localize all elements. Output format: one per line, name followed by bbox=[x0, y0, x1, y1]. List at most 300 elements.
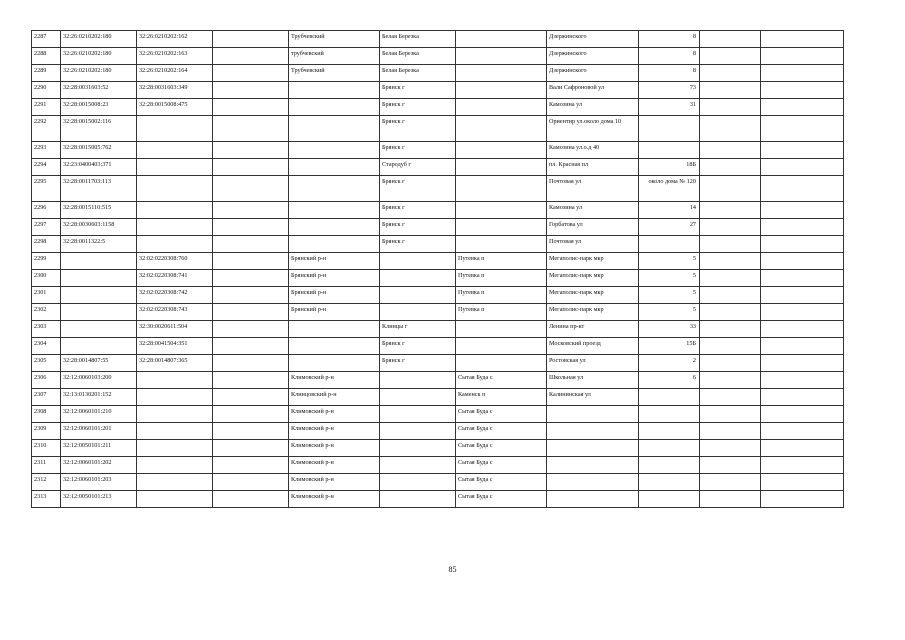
cell-c9 bbox=[700, 236, 761, 253]
cell-c7: Мегаполис-парк мкр bbox=[547, 270, 639, 287]
cell-c4: Клинцовский р-н bbox=[289, 389, 380, 406]
cell-c4: Климовский р-н bbox=[289, 474, 380, 491]
cell-c2 bbox=[137, 389, 213, 406]
cell-c5: Белая Березка bbox=[380, 65, 456, 82]
cell-c4: Брянский р-н bbox=[289, 304, 380, 321]
cell-c5: Брянск г bbox=[380, 219, 456, 236]
cell-c6: Сытая Буда с bbox=[456, 474, 547, 491]
cell-c6 bbox=[456, 142, 547, 159]
cell-c4: Климовский р-н bbox=[289, 457, 380, 474]
cell-c9 bbox=[700, 440, 761, 457]
cell-c7: Ленина пр-кт bbox=[547, 321, 639, 338]
cell-n: 2294 bbox=[32, 159, 61, 176]
cell-c9 bbox=[700, 304, 761, 321]
cell-c5: Брянск г bbox=[380, 142, 456, 159]
cell-c10 bbox=[761, 270, 844, 287]
cell-c1: 32:12:0050101:213 bbox=[61, 491, 137, 508]
cell-c6 bbox=[456, 321, 547, 338]
cell-c3 bbox=[213, 99, 289, 116]
table-row bbox=[32, 65, 844, 82]
cell-n: 2313 bbox=[32, 491, 61, 508]
cell-c7: Ориентир ул.около дома 10 bbox=[547, 116, 639, 142]
cell-c10 bbox=[761, 406, 844, 423]
cell-c10 bbox=[761, 99, 844, 116]
cell-c2 bbox=[137, 457, 213, 474]
cell-c9 bbox=[700, 338, 761, 355]
cell-c6 bbox=[456, 116, 547, 142]
cell-c4 bbox=[289, 321, 380, 338]
cell-c1: 32:23:0400403:371 bbox=[61, 159, 137, 176]
table-row bbox=[32, 159, 844, 176]
cell-c6 bbox=[456, 82, 547, 99]
cell-c1: 32:26:0210202:180 bbox=[61, 48, 137, 65]
table-row bbox=[32, 48, 844, 65]
cell-c4 bbox=[289, 355, 380, 372]
cell-c1: 32:28:0011322:5 bbox=[61, 236, 137, 253]
cell-c8 bbox=[639, 474, 700, 491]
document-page bbox=[31, 30, 843, 508]
cell-c6: Сытая Буда с bbox=[456, 406, 547, 423]
table-row bbox=[32, 321, 844, 338]
cell-n: 2304 bbox=[32, 338, 61, 355]
page-number: 85 bbox=[448, 565, 457, 574]
cell-c10 bbox=[761, 491, 844, 508]
cell-n: 2293 bbox=[32, 142, 61, 159]
table-row bbox=[32, 423, 844, 440]
cell-c9 bbox=[700, 65, 761, 82]
cell-c10 bbox=[761, 65, 844, 82]
cell-c4 bbox=[289, 82, 380, 99]
cell-c8: 8 bbox=[639, 48, 700, 65]
cell-c4: Климовский р-н bbox=[289, 491, 380, 508]
cell-c9 bbox=[700, 406, 761, 423]
cell-c9 bbox=[700, 202, 761, 219]
cell-c2: 32:02:0220308:760 bbox=[137, 253, 213, 270]
cell-c1: 32:28:0011703:113 bbox=[61, 176, 137, 202]
table-row bbox=[32, 31, 844, 48]
cell-c10 bbox=[761, 176, 844, 202]
cell-n: 2296 bbox=[32, 202, 61, 219]
cell-c10 bbox=[761, 321, 844, 338]
cell-c7 bbox=[547, 474, 639, 491]
cell-c7: Школьная ул bbox=[547, 372, 639, 389]
cell-c10 bbox=[761, 474, 844, 491]
cell-c7: Дзержинского bbox=[547, 31, 639, 48]
cell-c4 bbox=[289, 99, 380, 116]
cell-c9 bbox=[700, 355, 761, 372]
cell-c3 bbox=[213, 116, 289, 142]
cell-n: 2309 bbox=[32, 423, 61, 440]
cell-c6 bbox=[456, 48, 547, 65]
cell-c1: 32:28:0014807:55 bbox=[61, 355, 137, 372]
cell-c6 bbox=[456, 355, 547, 372]
cell-c2: 32:26:0210202:163 bbox=[137, 48, 213, 65]
cell-c3 bbox=[213, 304, 289, 321]
cell-c10 bbox=[761, 236, 844, 253]
cell-c4: трубчевский bbox=[289, 48, 380, 65]
cell-c3 bbox=[213, 202, 289, 219]
cell-c3 bbox=[213, 423, 289, 440]
cell-c4: Климовский р-н bbox=[289, 423, 380, 440]
cell-c1 bbox=[61, 304, 137, 321]
table-row bbox=[32, 389, 844, 406]
table-row bbox=[32, 82, 844, 99]
cell-c5 bbox=[380, 474, 456, 491]
cell-c9 bbox=[700, 142, 761, 159]
cell-c1: 32:13:0130201:152 bbox=[61, 389, 137, 406]
cell-c5: Стародуб г bbox=[380, 159, 456, 176]
table-row bbox=[32, 142, 844, 159]
cell-n: 2288 bbox=[32, 48, 61, 65]
cell-c1 bbox=[61, 338, 137, 355]
table-row bbox=[32, 338, 844, 355]
cell-c7 bbox=[547, 440, 639, 457]
cell-c8: 2 bbox=[639, 355, 700, 372]
cell-n: 2305 bbox=[32, 355, 61, 372]
cell-c8 bbox=[639, 423, 700, 440]
cell-c3 bbox=[213, 236, 289, 253]
table-row bbox=[32, 219, 844, 236]
cell-c7 bbox=[547, 423, 639, 440]
cell-c1: 32:28:0015110:515 bbox=[61, 202, 137, 219]
cell-c8 bbox=[639, 142, 700, 159]
cell-c6 bbox=[456, 65, 547, 82]
cell-c1: 32:28:0015008:23 bbox=[61, 99, 137, 116]
cell-c3 bbox=[213, 176, 289, 202]
cell-c2 bbox=[137, 491, 213, 508]
cell-c2: 32:28:0041504:351 bbox=[137, 338, 213, 355]
cell-c1: 32:12:0060103:200 bbox=[61, 372, 137, 389]
cell-c6 bbox=[456, 236, 547, 253]
cell-c6: Путевка п bbox=[456, 287, 547, 304]
table-row bbox=[32, 176, 844, 202]
cell-c1: 32:28:0030603:1158 bbox=[61, 219, 137, 236]
cell-c3 bbox=[213, 65, 289, 82]
cell-c2: 32:02:0220308:741 bbox=[137, 270, 213, 287]
cell-c3 bbox=[213, 82, 289, 99]
cell-c4: Брянский р-н bbox=[289, 253, 380, 270]
table-row bbox=[32, 372, 844, 389]
cell-c5: Клинцы г bbox=[380, 321, 456, 338]
cell-n: 2303 bbox=[32, 321, 61, 338]
table-row bbox=[32, 270, 844, 287]
cell-c10 bbox=[761, 423, 844, 440]
cell-c7: Московский проезд bbox=[547, 338, 639, 355]
cell-c7: пл. Красная пл bbox=[547, 159, 639, 176]
cell-c10 bbox=[761, 253, 844, 270]
cell-c6: Путевка п bbox=[456, 253, 547, 270]
cell-c3 bbox=[213, 48, 289, 65]
cell-c9 bbox=[700, 253, 761, 270]
cell-c9 bbox=[700, 99, 761, 116]
cell-c2: 32:26:0210202:164 bbox=[137, 65, 213, 82]
cell-c1: 32:12:0060101:202 bbox=[61, 457, 137, 474]
cell-n: 2311 bbox=[32, 457, 61, 474]
cell-c3 bbox=[213, 474, 289, 491]
cell-c1: 32:28:0031603:52 bbox=[61, 82, 137, 99]
cell-c5 bbox=[380, 304, 456, 321]
cell-c5 bbox=[380, 253, 456, 270]
cell-c3 bbox=[213, 355, 289, 372]
cell-c3 bbox=[213, 440, 289, 457]
cell-c4: Климовский р-н bbox=[289, 406, 380, 423]
cell-c5: Белая Березка bbox=[380, 48, 456, 65]
cell-c8 bbox=[639, 491, 700, 508]
cell-c6: Сытая Буда с bbox=[456, 423, 547, 440]
cell-c8: 8 bbox=[639, 65, 700, 82]
cell-c2 bbox=[137, 202, 213, 219]
cell-c8: 8 bbox=[639, 31, 700, 48]
cell-c3 bbox=[213, 253, 289, 270]
cell-c1: 32:28:0015005:762 bbox=[61, 142, 137, 159]
cell-c6 bbox=[456, 338, 547, 355]
cell-c8 bbox=[639, 440, 700, 457]
cell-c4: Брянский р-н bbox=[289, 287, 380, 304]
cell-c3 bbox=[213, 31, 289, 48]
cell-c1: 32:26:0210202:180 bbox=[61, 31, 137, 48]
cell-c9 bbox=[700, 389, 761, 406]
cell-c7: Камозина ул bbox=[547, 202, 639, 219]
cell-c5 bbox=[380, 491, 456, 508]
cell-c10 bbox=[761, 159, 844, 176]
cell-c7 bbox=[547, 406, 639, 423]
cell-c7: Мегаполис-парк мкр bbox=[547, 304, 639, 321]
cell-c9 bbox=[700, 116, 761, 142]
cell-n: 2290 bbox=[32, 82, 61, 99]
cell-c9 bbox=[700, 287, 761, 304]
cell-c2 bbox=[137, 406, 213, 423]
cell-c10 bbox=[761, 440, 844, 457]
cell-c4 bbox=[289, 219, 380, 236]
cell-n: 2312 bbox=[32, 474, 61, 491]
cell-c8 bbox=[639, 236, 700, 253]
cell-c9 bbox=[700, 48, 761, 65]
cell-c6: Сытая Буда с bbox=[456, 440, 547, 457]
cell-n: 2306 bbox=[32, 372, 61, 389]
cell-c9 bbox=[700, 176, 761, 202]
cell-c10 bbox=[761, 372, 844, 389]
cell-c10 bbox=[761, 287, 844, 304]
cell-c6: Путевка п bbox=[456, 270, 547, 287]
cell-c9 bbox=[700, 82, 761, 99]
cell-c10 bbox=[761, 142, 844, 159]
cell-c2 bbox=[137, 474, 213, 491]
cell-n: 2291 bbox=[32, 99, 61, 116]
cell-c9 bbox=[700, 474, 761, 491]
cell-c2: 32:02:0220308:742 bbox=[137, 287, 213, 304]
cell-n: 2295 bbox=[32, 176, 61, 202]
cell-c5 bbox=[380, 440, 456, 457]
cell-c10 bbox=[761, 31, 844, 48]
cell-c7: Дзержинского bbox=[547, 48, 639, 65]
cell-c7: Почтовая ул bbox=[547, 236, 639, 253]
cell-c1: 32:28:0015002:116 bbox=[61, 116, 137, 142]
cell-c7 bbox=[547, 491, 639, 508]
cell-c5 bbox=[380, 406, 456, 423]
cell-c9 bbox=[700, 457, 761, 474]
cell-c6: Сытая Буда с bbox=[456, 491, 547, 508]
cell-c2 bbox=[137, 142, 213, 159]
table-row bbox=[32, 236, 844, 253]
cell-c10 bbox=[761, 338, 844, 355]
cell-c5 bbox=[380, 423, 456, 440]
table-row bbox=[32, 99, 844, 116]
cell-c10 bbox=[761, 202, 844, 219]
cell-c8: 15Б bbox=[639, 338, 700, 355]
cell-c9 bbox=[700, 423, 761, 440]
cell-n: 2292 bbox=[32, 116, 61, 142]
cell-c2 bbox=[137, 423, 213, 440]
cell-c8 bbox=[639, 116, 700, 142]
cell-c3 bbox=[213, 491, 289, 508]
table-row bbox=[32, 304, 844, 321]
cell-c8: 5 bbox=[639, 304, 700, 321]
cell-c5 bbox=[380, 287, 456, 304]
cell-c3 bbox=[213, 389, 289, 406]
cell-c8 bbox=[639, 389, 700, 406]
cell-c4: Трубчевский bbox=[289, 65, 380, 82]
cell-c8: 5 bbox=[639, 287, 700, 304]
cell-c3 bbox=[213, 457, 289, 474]
cell-c4 bbox=[289, 202, 380, 219]
cell-n: 2298 bbox=[32, 236, 61, 253]
cell-c2: 32:26:0210202:162 bbox=[137, 31, 213, 48]
cell-c10 bbox=[761, 389, 844, 406]
cell-c1: 32:12:0060101:201 bbox=[61, 423, 137, 440]
cell-c7: Калининская ул bbox=[547, 389, 639, 406]
cell-c2 bbox=[137, 372, 213, 389]
cell-c7: Мегаполис-парк мкр bbox=[547, 253, 639, 270]
cell-c9 bbox=[700, 31, 761, 48]
cell-c1: 32:12:0050101:211 bbox=[61, 440, 137, 457]
cell-c8: 31 bbox=[639, 99, 700, 116]
cell-c9 bbox=[700, 321, 761, 338]
property-table bbox=[31, 30, 844, 508]
cell-n: 2287 bbox=[32, 31, 61, 48]
cell-c9 bbox=[700, 372, 761, 389]
cell-c2: 32:28:0031603:349 bbox=[137, 82, 213, 99]
cell-c8: 14 bbox=[639, 202, 700, 219]
cell-c6: Сытая Буда с bbox=[456, 372, 547, 389]
table-row bbox=[32, 253, 844, 270]
cell-c9 bbox=[700, 159, 761, 176]
cell-c3 bbox=[213, 270, 289, 287]
cell-c8: 73 bbox=[639, 82, 700, 99]
cell-c3 bbox=[213, 142, 289, 159]
table-row bbox=[32, 116, 844, 142]
cell-c9 bbox=[700, 491, 761, 508]
cell-c2: 32:28:0014807:365 bbox=[137, 355, 213, 372]
table-row bbox=[32, 474, 844, 491]
table-row bbox=[32, 406, 844, 423]
cell-c5 bbox=[380, 457, 456, 474]
cell-c10 bbox=[761, 219, 844, 236]
cell-c3 bbox=[213, 287, 289, 304]
cell-c5: Брянск г bbox=[380, 116, 456, 142]
cell-c2: 32:02:0220308:743 bbox=[137, 304, 213, 321]
cell-c10 bbox=[761, 304, 844, 321]
cell-c2 bbox=[137, 176, 213, 202]
cell-c7: Камозина ул bbox=[547, 99, 639, 116]
cell-n: 2289 bbox=[32, 65, 61, 82]
cell-c7: Дзержинского bbox=[547, 65, 639, 82]
cell-c8: 5 bbox=[639, 253, 700, 270]
cell-c4 bbox=[289, 236, 380, 253]
cell-c8: 18Б bbox=[639, 159, 700, 176]
cell-c7: Ростовская ул bbox=[547, 355, 639, 372]
cell-c8: 5 bbox=[639, 270, 700, 287]
cell-c8: 33 bbox=[639, 321, 700, 338]
cell-c4 bbox=[289, 159, 380, 176]
cell-c4: Климовский р-н bbox=[289, 372, 380, 389]
cell-c4: Климовский р-н bbox=[289, 440, 380, 457]
cell-c9 bbox=[700, 219, 761, 236]
cell-c6: Путевка п bbox=[456, 304, 547, 321]
cell-c4: Трубчевский bbox=[289, 31, 380, 48]
cell-c2: 32:28:0015008:475 bbox=[137, 99, 213, 116]
cell-c5: Брянск г bbox=[380, 202, 456, 219]
table-row bbox=[32, 202, 844, 219]
cell-c8: около дома № 120 bbox=[639, 176, 700, 202]
cell-c10 bbox=[761, 355, 844, 372]
cell-c10 bbox=[761, 82, 844, 99]
cell-c10 bbox=[761, 457, 844, 474]
cell-c1 bbox=[61, 253, 137, 270]
cell-c3 bbox=[213, 321, 289, 338]
cell-c5: Брянск г bbox=[380, 236, 456, 253]
cell-c4 bbox=[289, 176, 380, 202]
cell-c1: 32:12:0060101:203 bbox=[61, 474, 137, 491]
cell-c5 bbox=[380, 389, 456, 406]
cell-c2 bbox=[137, 236, 213, 253]
cell-c8 bbox=[639, 457, 700, 474]
table-row bbox=[32, 457, 844, 474]
cell-c7: Почтовая ул bbox=[547, 176, 639, 202]
cell-c6 bbox=[456, 99, 547, 116]
cell-c5: Брянск г bbox=[380, 176, 456, 202]
cell-c7 bbox=[547, 457, 639, 474]
cell-c3 bbox=[213, 372, 289, 389]
cell-n: 2300 bbox=[32, 270, 61, 287]
cell-c3 bbox=[213, 338, 289, 355]
cell-c3 bbox=[213, 219, 289, 236]
cell-c6: Каменск п bbox=[456, 389, 547, 406]
cell-c5: Брянск г bbox=[380, 82, 456, 99]
cell-c6: Сытая Буда с bbox=[456, 457, 547, 474]
cell-c4 bbox=[289, 116, 380, 142]
cell-c1 bbox=[61, 287, 137, 304]
cell-c3 bbox=[213, 406, 289, 423]
cell-c2 bbox=[137, 440, 213, 457]
cell-c7: Вали Сафроновой ул bbox=[547, 82, 639, 99]
cell-n: 2297 bbox=[32, 219, 61, 236]
cell-c1 bbox=[61, 321, 137, 338]
cell-c6 bbox=[456, 202, 547, 219]
cell-c9 bbox=[700, 270, 761, 287]
cell-c2 bbox=[137, 219, 213, 236]
cell-c6 bbox=[456, 219, 547, 236]
table-row bbox=[32, 287, 844, 304]
cell-c1: 32:12:0060101:210 bbox=[61, 406, 137, 423]
cell-c4 bbox=[289, 338, 380, 355]
cell-c6 bbox=[456, 159, 547, 176]
cell-c8: 6 bbox=[639, 372, 700, 389]
cell-n: 2307 bbox=[32, 389, 61, 406]
cell-c2 bbox=[137, 116, 213, 142]
cell-c6 bbox=[456, 176, 547, 202]
cell-c7: Мегаполис-парк мкр bbox=[547, 287, 639, 304]
cell-n: 2308 bbox=[32, 406, 61, 423]
